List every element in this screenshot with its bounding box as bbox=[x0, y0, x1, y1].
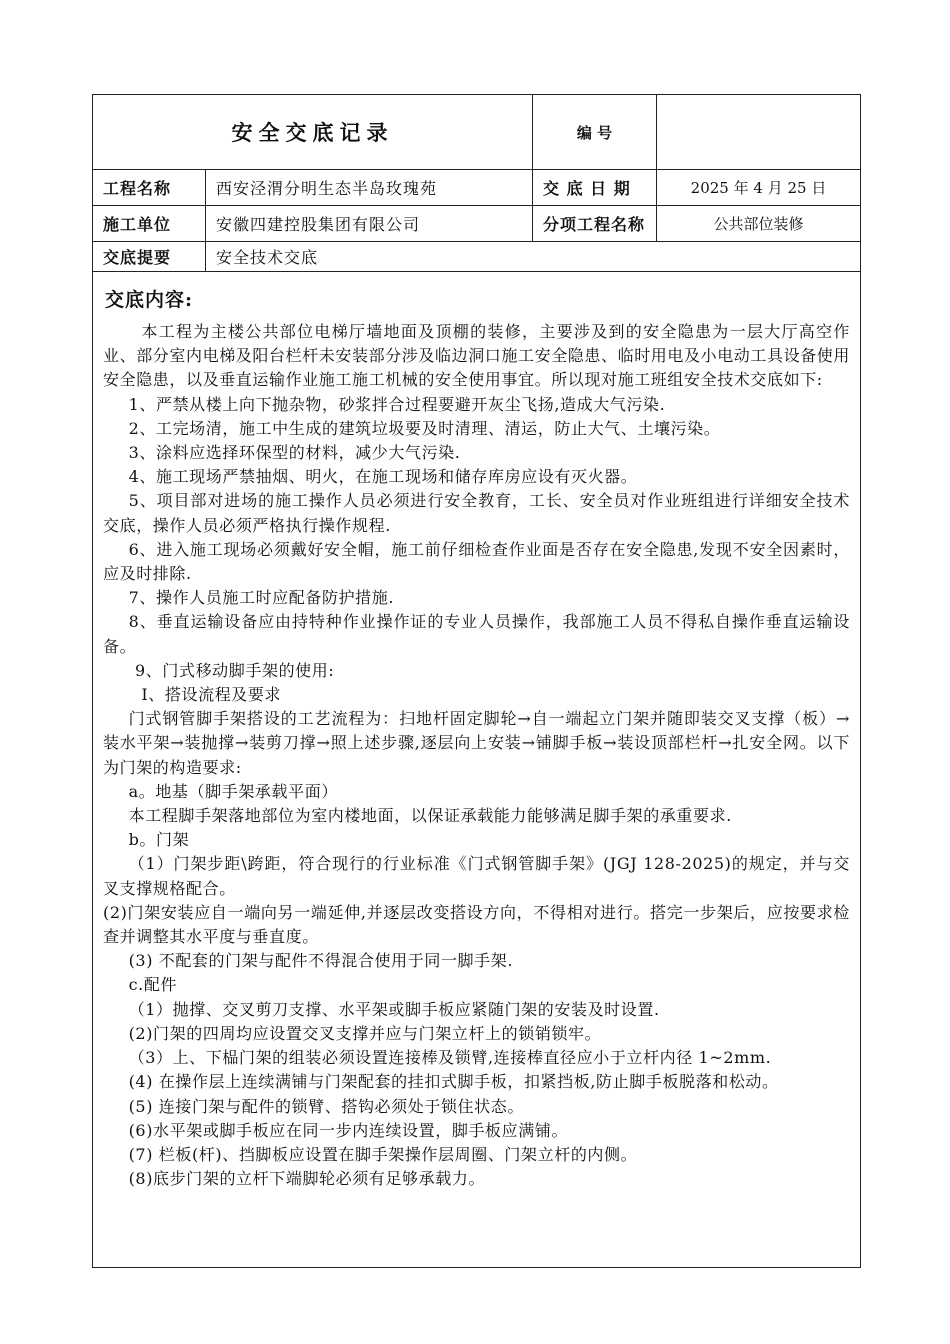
content-paragraph: 门式钢管脚手架搭设的工艺流程为：扫地杆固定脚轮→自一端起立门架并随即装交叉支撑（板）→装水平架→装抛撑→装剪刀撑→照上述步骤,逐层向上安装→铺脚手板→装设顶部栏杆→扎安全网。以下为门架的构造要求: bbox=[103, 709, 850, 777]
form-title: 安全交底记录 bbox=[93, 95, 533, 169]
subproject-value: 公共部位装修 bbox=[713, 215, 804, 233]
header-row bbox=[93, 95, 860, 170]
content-paragraph: (4) 在操作层上连续满铺与门架配套的挂扣式脚手板，扣紧挡板,防止脚手板脱落和松动。 bbox=[128, 1072, 779, 1092]
content-paragraph: 1、严禁从楼上向下抛杂物，砂浆拌合过程要避开灰尘飞扬,造成大气污染. bbox=[128, 394, 666, 414]
content-paragraph: 2、工完场清，施工中生成的建筑垃圾要及时清理、清运，防止大气、土壤污染。 bbox=[128, 418, 721, 438]
content-title: 交底内容: bbox=[105, 289, 194, 311]
content-paragraph: (5) 连接门架与配件的锁臂、搭钩必须处于锁住状态。 bbox=[128, 1096, 524, 1116]
content-paragraph: （1）抛撑、交叉剪刀支撑、水平架或脚手板应紧随门架的安装及时设置. bbox=[128, 999, 660, 1019]
content-paragraph: 6、进入施工现场必须戴好安全帽，施工前仔细检查作业面是否存在安全隐患,发现不安全因素时，应及时排除. bbox=[103, 539, 850, 584]
content-paragraph: c.配件 bbox=[128, 975, 178, 995]
summary-value: 安全技术交底 bbox=[216, 248, 319, 267]
safety-briefing-form bbox=[92, 94, 861, 1268]
date-value: 2025 年 4 月 25 日 bbox=[690, 179, 827, 197]
project-name-label: 工程名称 bbox=[93, 170, 206, 205]
content-paragraph: （1）门架步距\跨距，符合现行的行业标准《门式钢管脚手架》(JGJ 128-2025)的规定，并与交叉支撑规格配合。 bbox=[103, 854, 850, 898]
summary-row bbox=[93, 242, 860, 272]
date-label: 交 底 日 期 bbox=[533, 170, 657, 205]
content-paragraph: 本工程脚手架落地部位为室内楼地面，以保证承载能力能够满足脚手架的承重要求. bbox=[128, 806, 732, 826]
content-paragraph: (2)门架安装应自一端向另一端延伸,并逐层改变搭设方向，不得相对进行。搭完一步架后，应按要求检查并调整其水平度与垂直度。 bbox=[103, 902, 850, 947]
content-paragraph: 8、垂直运输设备应由持特种作业操作证的专业人员操作，我部施工人员不得私自操作垂直运输设备。 bbox=[103, 612, 850, 656]
content-paragraph: 7、操作人员施工时应配备防护措施. bbox=[128, 588, 395, 608]
unit-label: 施工单位 bbox=[93, 206, 206, 241]
content-paragraph: 3、涂料应选择环保型的材料，减少大气污染. bbox=[128, 443, 461, 463]
subproject-label: 分项工程名称 bbox=[533, 206, 657, 241]
content-paragraph: 本工程为主楼公共部位电梯厅墙地面及顶棚的装修，主要涉及到的安全隐患为一层大厅高空作业、部分室内电梯及阳台栏杆未安装部分涉及临边洞口施工安全隐患、临时用电及小电动工具设备使用安全隐患，以及垂直运输作业施工施工机械的安全使用事宜。所以现对施工班组安全技术交底如下: bbox=[103, 322, 851, 390]
content-paragraph: 4、施工现场严禁抽烟、明火，在施工现场和储存库房应设有灭火器。 bbox=[128, 467, 638, 487]
content-paragraph: a。地基（脚手架承载平面） bbox=[128, 781, 338, 801]
content-paragraph: (6)水平架或脚手板应在同一步内连续设置，脚手板应满铺。 bbox=[128, 1120, 569, 1140]
content-paragraph: Ⅰ、搭设流程及要求 bbox=[141, 685, 282, 705]
number-label: 编 号 bbox=[533, 95, 657, 169]
content-paragraph: (8)底步门架的立杆下端脚轮必须有足够承载力。 bbox=[128, 1169, 486, 1189]
project-row bbox=[93, 170, 860, 206]
summary-label: 交底提要 bbox=[93, 242, 206, 271]
project-name-value: 西安泾渭分明生态半岛玫瑰苑 bbox=[206, 170, 533, 205]
content-paragraph: 5、项目部对进场的施工操作人员必须进行安全教育，工长、安全员对作业班组进行详细安全技术交底，操作人员必须严格执行操作规程. bbox=[103, 491, 850, 535]
content-paragraph: (3) 不配套的门架与配件不得混合使用于同一脚手架. bbox=[128, 951, 514, 971]
content-paragraph: b。门架 bbox=[128, 830, 190, 850]
number-value bbox=[657, 95, 860, 169]
unit-value: 安徽四建控股集团有限公司 bbox=[206, 206, 533, 241]
content-paragraph: (2)门架的四周均应设置交叉支撑并应与门架立杆上的锁销锁牢。 bbox=[128, 1023, 602, 1043]
content-paragraph: （3）上、下榀门架的组装必须设置连接棒及锁臂,连接棒直径应小于立杆内径 1~2mm. bbox=[128, 1048, 772, 1068]
unit-row bbox=[93, 206, 860, 242]
content-paragraph: 9、门式移动脚手架的使用: bbox=[135, 660, 335, 680]
content-section bbox=[93, 271, 860, 1267]
content-paragraph: (7) 栏板(杆)、挡脚板应设置在脚手架操作层周圈、门架立杆的内侧。 bbox=[128, 1144, 638, 1164]
